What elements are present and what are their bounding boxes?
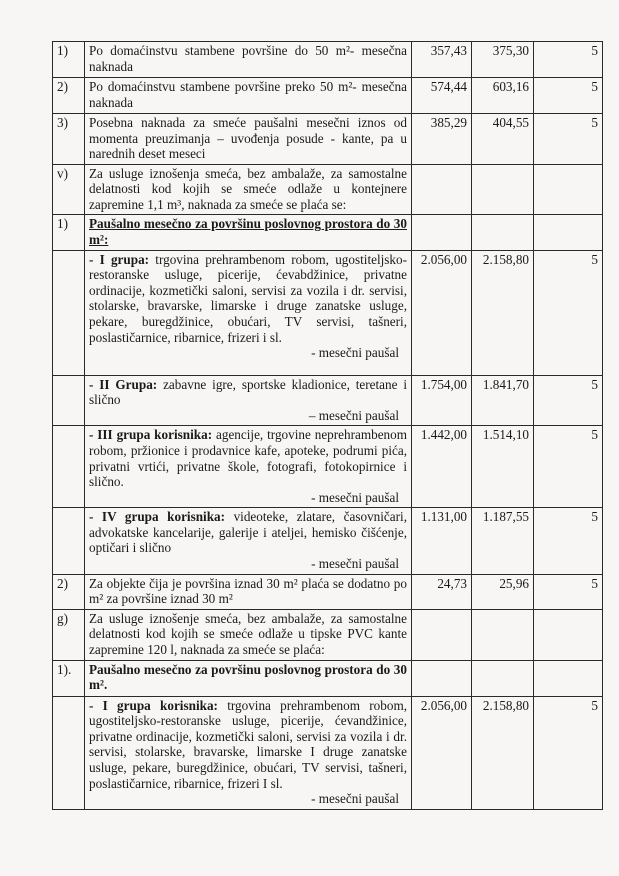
row-number: 3) [53,114,85,165]
group-label: - I grupa korisnika: [89,697,218,713]
row-value-1: 1.442,00 [412,426,472,508]
group-text: trgovina prehrambenom robom, ugostiteljsko-restoranske usluge, picerije, ćevandžinice, privatne ordinacije, kozmetički saloni, servisi za vozila i dr. servisi, stolarske, bravarske, limarske I druge zanatske usluge, pekare, buregdžinice, obućari, TV servisi, tašneri, poslastičarnice, ribarnice, frizeri I sl. [89,697,407,791]
row-number: 2) [53,574,85,609]
table-row [53,660,603,696]
row-value-2: 2.158,80 [472,250,534,375]
group-description [85,426,412,508]
group-label: - IV grupa korisnika: [89,509,226,525]
group-description [85,375,412,426]
row-description: Po domaćinstvu stambene površine do 50 m²- mesečna naknada [85,42,412,78]
group-text: trgovina prehrambenom robom, ugostiteljsko-restoranske usluge, picerije, ćevabdžinice, privatne ordinacije, kozmetički saloni, servisi za vozila i dr. servisi, stolarske, bravarske, limarske i druge zanatske usluge, pekare, buregdžinice, obućari, TV servisi, tašneri, poslastičarnice, ribarnice, frizeri i sl. [89,251,407,345]
row-value-2: 404,55 [472,114,534,165]
row-number: 1) [53,42,85,78]
row-value-3: 5 [534,78,603,114]
group-text: zabavne igre, sportske kladionice, teretane i slično [89,376,408,408]
group-text: videoteke, zlatare, časovničari, advokatske kancelarije, galerije i ateljei, hemisko čišćenje, optičari i slično [89,509,407,556]
group-text: agencije, trgovine neprehrambenom robom, pržionice i prodavnice kafe, apoteke, podrumi pića, privatni vrtići, privatne škole, fotografi, fotokopirnice i slično. [89,427,407,490]
table-row [53,609,603,660]
table-row [53,114,603,165]
row-value-2: 1.187,55 [472,508,534,574]
row-value-1: 2.056,00 [412,696,472,809]
row-value-3: 5 [534,508,603,574]
row-value-2: 1.841,70 [472,375,534,426]
row-number: 1). [53,660,85,696]
row-number: 1) [53,215,85,250]
row-description: Po domaćinstvu stambene površine preko 50 m²- mesečna naknada [85,78,412,114]
row-value-3: 5 [534,574,603,609]
group-sub-label: - mesečni paušal [311,489,399,505]
group-description [85,696,412,809]
row-value-3: 5 [534,696,603,809]
row-value-1: 385,29 [412,114,472,165]
row-value-3: 5 [534,42,603,78]
group-label: - II Grupa: [89,376,158,392]
row-value-2: 25,96 [472,574,534,609]
row-number: v) [53,164,85,215]
table-row [53,696,603,809]
row-number: g) [53,609,85,660]
table-row [53,42,603,78]
row-heading: Paušalno mesečno za površinu poslovnog prostora do 30 m²: [85,215,412,250]
row-value-1: 357,43 [412,42,472,78]
group-description [85,250,412,375]
group-description [85,508,412,574]
group-sub-label: – mesečni paušal [308,407,399,423]
table-row [53,78,603,114]
row-number: 2) [53,78,85,114]
row-heading: Paušalno mesečno za površinu poslovnog prostora do 30 m². [85,660,412,696]
row-value-3: 5 [534,250,603,375]
group-sub-label: - mesečni paušal [311,345,399,361]
table-row [53,574,603,609]
group-sub-label: - mesečni paušal [311,791,399,807]
row-value-1: 1.131,00 [412,508,472,574]
row-description: Za objekte čija je površina iznad 30 m² plaća se dodatno po m² za površine iznad 30 m² [85,574,412,609]
row-value-2: 2.158,80 [472,696,534,809]
table-row [53,250,603,375]
row-value-2: 603,16 [472,78,534,114]
group-label: - III grupa korisnika: [89,427,213,443]
row-value-2: 1.514,10 [472,426,534,508]
row-value-3: 5 [534,114,603,165]
row-value-1: 24,73 [412,574,472,609]
row-value-1: 1.754,00 [412,375,472,426]
table-row [53,508,603,574]
table-row [53,426,603,508]
row-description: Za usluge iznošenja smeća, bez ambalaže, za samostalne delatnosti kod kojih se smeće odlaže u kontejnere zapremine 1,1 m³, naknada za smeće se plaća se: [85,164,412,215]
row-description: Posebna naknada za smeće paušalni mesečni iznos od momenta preuzimanja – uvođenja posude - kante, pa u narednih deset meseci [85,114,412,165]
row-value-3: 5 [534,426,603,508]
row-description: Za usluge iznošenje smeća, bez ambalaže, za samostalne delatnosti kod kojih se smeće odlaže u tipske PVC kante zapremine 120 l, naknada za smeće se plaća: [85,609,412,660]
row-value-1: 574,44 [412,78,472,114]
group-sub-label: - mesečni paušal [311,555,399,571]
tariff-table [52,41,603,810]
row-value-3: 5 [534,375,603,426]
table-row [53,215,603,250]
group-label: - I grupa: [89,251,150,267]
row-value-1: 2.056,00 [412,250,472,375]
table-row [53,375,603,426]
row-value-2: 375,30 [472,42,534,78]
table-row [53,164,603,215]
